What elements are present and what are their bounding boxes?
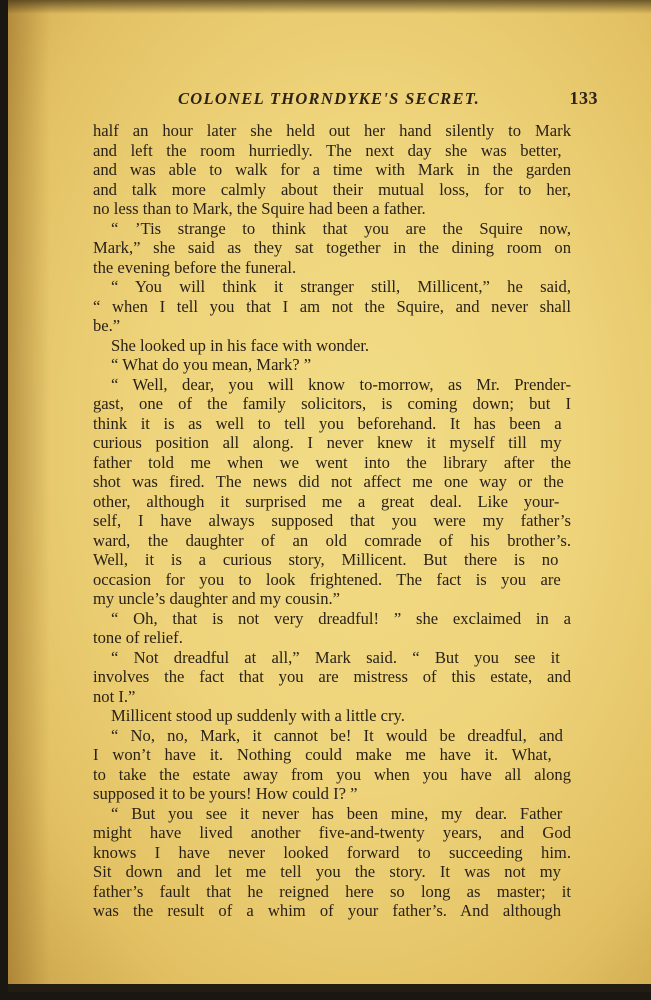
text-line: and was able to walk for a time with Mark in the garden: [93, 160, 571, 179]
text-line: father told me when we went into the library after the: [93, 452, 571, 472]
text-line: think it is as well to tell you beforehand. It has been a: [93, 413, 562, 433]
text-line: “ when I tell you that I am not the Squire, and never shall: [93, 296, 571, 316]
text-line: supposed it to be yours! How could I? ”: [93, 784, 358, 803]
text-line: to take the estate away from you when you have all along: [93, 764, 571, 784]
text-line: “ ’Tis strange to think that you are the Squire now,: [111, 218, 571, 238]
running-title: COLONEL THORNDYKE'S SECRET.: [178, 89, 481, 108]
text-line: was the result of a whim of your father’s. And although: [93, 901, 561, 920]
text-line: involves the fact that you are mistress of this estate, and: [93, 667, 571, 686]
text-line: might have lived another five-and-twenty years, and God: [93, 823, 571, 842]
text-line: half an hour later she held out her hand silently to Mark: [93, 121, 571, 140]
page-bottom-edge: [8, 984, 651, 992]
text-line: tone of relief.: [93, 628, 183, 647]
text-line: “ Oh, that is not very dreadful! ” she exclaimed in a: [111, 608, 571, 628]
text-line: “ But you see it never has been mine, my dear. Father: [111, 803, 563, 823]
text-line: no less than to Mark, the Squire had been a father.: [93, 199, 426, 218]
text-line: I won’t have it. Nothing could make me have it. What,: [93, 745, 552, 764]
text-line: curious position all along. I never knew it myself till my: [93, 433, 562, 452]
text-line: Millicent stood up suddenly with a little cry.: [111, 706, 405, 725]
text-line: father’s fault that he reigned here so long as master; it: [93, 881, 571, 901]
text-line: Mark,” she said as they sat together in the dining room on: [93, 238, 571, 257]
text-line: “ What do you mean, Mark? ”: [111, 355, 312, 374]
text-line: “ You will think it stranger still, Millicent,” he said,: [111, 277, 571, 296]
text-line: “ Not dreadful at all,” Mark said. “ But you see it: [111, 647, 560, 667]
text-line: the evening before the funeral.: [93, 257, 297, 277]
text-line: occasion for you to look frightened. The fact is you are: [93, 569, 561, 589]
text-line: other, although it surprised me a great deal. Like your-: [93, 491, 560, 511]
running-head: [178, 88, 598, 109]
book-page: [8, 0, 651, 992]
text-line: and talk more calmly about their mutual loss, for to her,: [93, 179, 571, 199]
text-line: She looked up in his face with wonder.: [111, 335, 370, 355]
text-line: be.”: [93, 316, 121, 335]
text-line: shot was fired. The news did not affect me one way or the: [93, 472, 564, 491]
text-line: Well, it is a curious story, Millicent. But there is no: [93, 550, 559, 569]
text-line: ward, the daughter of an old comrade of his brother’s.: [93, 530, 571, 550]
body-text: [93, 121, 571, 921]
text-line: gast, one of the family solicitors, is coming down; but I: [93, 394, 571, 413]
text-line: Sit down and let me tell you the story. It was not my: [93, 862, 561, 881]
text-line: and left the room hurriedly. The next day she was better,: [93, 140, 562, 160]
text-line: knows I have never looked forward to succeeding him.: [93, 842, 571, 862]
text-line: not I.”: [93, 686, 136, 706]
page-number: 133: [569, 88, 598, 108]
text-line: my uncle’s daughter and my cousin.”: [93, 589, 341, 608]
text-line: self, I have always supposed that you were my father’s: [93, 511, 571, 530]
text-line: “ Well, dear, you will know to-morrow, as Mr. Prender-: [111, 374, 571, 394]
text-line: “ No, no, Mark, it cannot be! It would be dreadful, and: [111, 725, 563, 745]
